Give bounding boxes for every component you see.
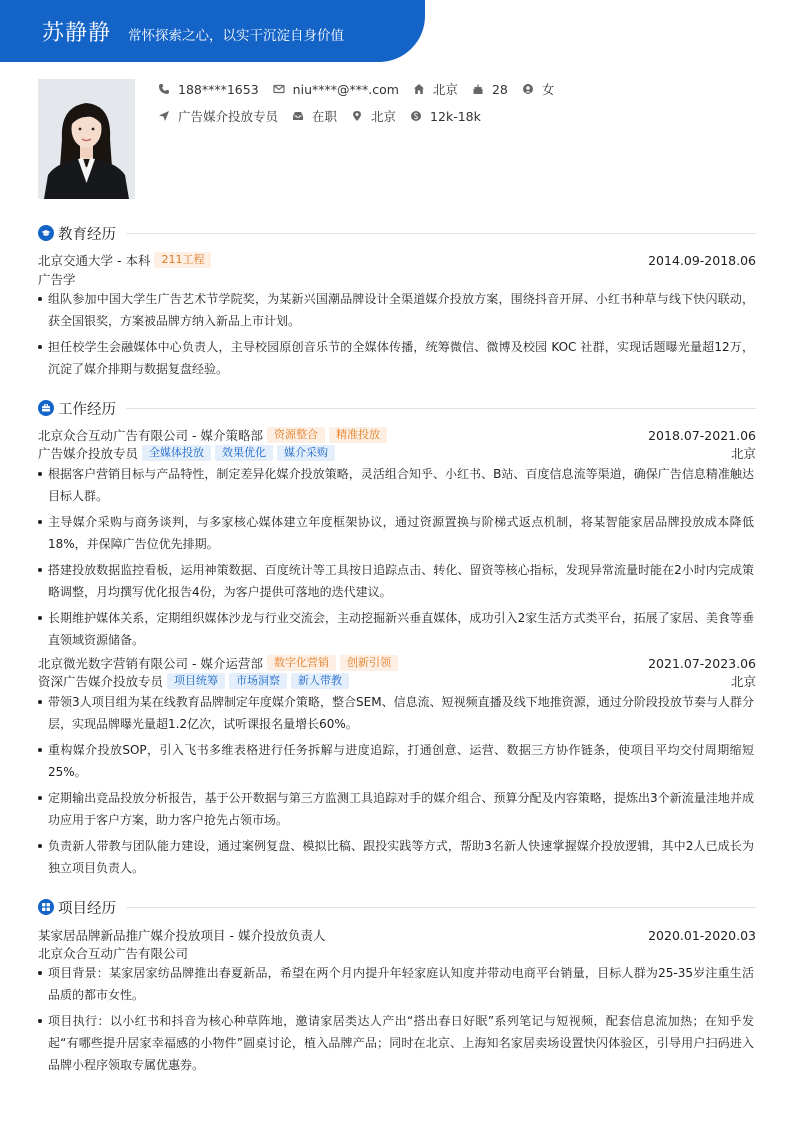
job-skill-tag: 项目统筹 xyxy=(167,673,225,689)
education-tag: 211工程 xyxy=(154,252,211,268)
grid-icon xyxy=(38,899,54,915)
salary-item xyxy=(410,109,481,124)
job-skill-tag: 媒介采购 xyxy=(277,445,335,461)
project-title: 某家居品牌新品推广媒介投放项目 - 媒介投放负责人 xyxy=(38,928,326,943)
email-text: niu****@***.com xyxy=(292,81,399,97)
job-city: 北京 xyxy=(730,674,756,689)
email-item xyxy=(273,82,399,97)
home-icon xyxy=(413,83,425,95)
education-school: 北京交通大学 - 本科 xyxy=(38,253,151,268)
candidate-slogan: 常怀探索之心，以实干沉淀自身价值 xyxy=(128,28,344,44)
project-bullet: 项目背景：某家居家纺品牌推出春夏新品，希望在两个月内提升年轻家庭认知度并带动电商平台销量，目标人群为25-35岁注重生活品质的都市女性。 xyxy=(38,962,754,1006)
job-position: 资深广告媒介投放专员 xyxy=(38,674,164,689)
job-company: 北京众合互动广告有限公司 - 媒介策略部 xyxy=(38,428,263,443)
cake-icon xyxy=(472,83,484,95)
section-title-project: 项目经历 xyxy=(58,900,116,917)
project-company-row xyxy=(38,944,756,962)
candidate-name: 苏静静 xyxy=(42,21,112,46)
section-title-work: 工作经历 xyxy=(58,401,116,418)
education-major-row xyxy=(38,270,756,288)
job-company: 北京微光数字营销有限公司 - 媒介运营部 xyxy=(38,656,263,671)
job-tag: 数字化营销 xyxy=(267,655,336,671)
job-position-row xyxy=(38,672,756,690)
project-company: 北京众合互动广告有限公司 xyxy=(38,946,189,961)
job-bullet: 定期输出竞品投放分析报告，基于公开数据与第三方监测工具追踪对手的媒介组合、预算分配及内容策略，提炼出3个新流量洼地并成功应用于客户方案，助力客户抢先占领市场。 xyxy=(38,787,754,831)
job-bullet: 重构媒介投放SOP，引入飞书多维表格进行任务拆解与进度追踪，打通创意、运营、数据三方协作链条，使项目平均交付周期缩短25%。 xyxy=(38,739,754,783)
target-city-text: 北京 xyxy=(371,109,397,124)
gender-text: 女 xyxy=(541,82,555,97)
job-skill-tag: 全媒体投放 xyxy=(142,445,211,461)
job-bullet: 根据客户营销目标与产品特性，制定差异化媒介投放策略，灵活组合知乎、小红书、B站、百度信息流等渠道，确保广告信息精准触达目标人群。 xyxy=(38,463,754,507)
send-icon xyxy=(158,110,170,122)
project-date: 2020.01-2020.03 xyxy=(648,927,756,943)
job-bullet: 主导媒介采购与商务谈判，与多家核心媒体建立年度框架协议，通过资源置换与阶梯式返点机制，将某智能家居品牌投放成本降低18%，并保障广告位优先排期。 xyxy=(38,511,754,555)
email-icon xyxy=(273,83,285,95)
money-icon xyxy=(410,110,422,122)
status-item xyxy=(292,107,337,125)
project-header-row xyxy=(38,926,756,944)
section-divider xyxy=(126,233,756,234)
inbox-icon xyxy=(292,110,304,122)
section-divider xyxy=(126,907,756,908)
phone-text: 188****1653 xyxy=(178,81,259,97)
target-city-item xyxy=(351,107,396,125)
job-tag: 资源整合 xyxy=(267,427,325,443)
education-section-header xyxy=(38,223,756,243)
education-bullet: 担任校学生会融媒体中心负责人，主导校园原创音乐节的全媒体传播，统筹微信、微博及校园 KOC 社群，实现话题曝光量超12万，沉淀了媒介排期与数据复盘经验。 xyxy=(38,336,754,380)
job-date: 2018.07-2021.06 xyxy=(648,427,756,443)
job-bullet: 带领3人项目组为某在线教育品牌制定年度媒介策略，整合SEM、信息流、短视频直播及线下地推资源，通过分阶段投放节奏与人群分层，实现品牌曝光量超1.2亿次，试听课报名量增长60%。 xyxy=(38,691,754,735)
contact-row-1 xyxy=(158,79,568,99)
job-header-row xyxy=(38,654,756,672)
job-bullet: 长期维护媒体关系，定期组织媒体沙龙与行业交流会，主动挖掘新兴垂直媒体，成功引入2家生活方式类平台，拓展了家居、美食等垂直领域资源储备。 xyxy=(38,607,754,651)
job-bullet: 搭建投放数据监控看板，运用神策数据、百度统计等工具按日追踪点击、转化、留资等核心指标，发现异常流量时能在2小时内完成策略调整，月均撰写优化报告4份，为客户提供可落地的迭代建议。 xyxy=(38,559,754,603)
section-title-education: 教育经历 xyxy=(58,226,116,243)
job-skill-tag: 市场洞察 xyxy=(229,673,287,689)
section-divider xyxy=(126,408,756,409)
job-tag: 创新引领 xyxy=(340,655,398,671)
contact-row-2 xyxy=(158,106,495,126)
job-target-text: 广告媒介投放专员 xyxy=(178,109,279,124)
project-section-header xyxy=(38,897,756,917)
education-header-row xyxy=(38,251,756,269)
job-skill-tag: 新人带教 xyxy=(291,673,349,689)
graduation-cap-icon xyxy=(38,225,54,241)
salary-text: 12k-18k xyxy=(430,108,481,124)
age-text: 28 xyxy=(491,81,508,97)
city-item xyxy=(413,80,458,98)
location-pin-icon xyxy=(351,110,363,122)
project-bullet: 项目执行：以小红书和抖音为核心种草阵地，邀请家居类达人产出“搭出春日好眠”系列笔记与短视频，配套信息流加热；在知乎发起“有哪些提升居家幸福感的小物件”圆桌讨论，植入品牌产品；同时在北京、上海知名家居卖场设置快闪体验区，引导用户扫码进入品牌小程序领取专属优惠券。 xyxy=(38,1010,754,1076)
education-major: 广告学 xyxy=(38,272,76,287)
education-bullet: 组队参加中国大学生广告艺术节学院奖，为某新兴国潮品牌设计全渠道媒介投放方案，围绕抖音开屏、小红书种草与线下快闪联动，获全国银奖，方案被品牌方纳入新品上市计划。 xyxy=(38,288,754,332)
phone-item xyxy=(158,82,259,97)
city-text: 北京 xyxy=(432,82,458,97)
job-bullet: 负责新人带教与团队能力建设，通过案例复盘、模拟比稿、跟投实践等方式，帮助3名新人快速掌握媒介投放逻辑，其中2人已成长为独立项目负责人。 xyxy=(38,835,754,879)
job-date: 2021.07-2023.06 xyxy=(648,655,756,671)
job-header-row xyxy=(38,426,756,444)
job-city: 北京 xyxy=(730,446,756,461)
profile-photo xyxy=(38,79,135,199)
briefcase-icon xyxy=(38,400,54,416)
job-position: 广告媒介投放专员 xyxy=(38,446,139,461)
job-target-item xyxy=(158,107,278,125)
gender-icon xyxy=(522,83,534,95)
job-skill-tag: 效果优化 xyxy=(215,445,273,461)
status-text: 在职 xyxy=(312,109,338,124)
gender-item xyxy=(522,80,555,98)
job-position-row xyxy=(38,444,756,462)
work-section-header xyxy=(38,398,756,418)
phone-icon xyxy=(158,83,170,95)
education-date: 2014.09-2018.06 xyxy=(648,252,756,268)
job-tag: 精准投放 xyxy=(329,427,387,443)
age-item xyxy=(472,82,508,97)
